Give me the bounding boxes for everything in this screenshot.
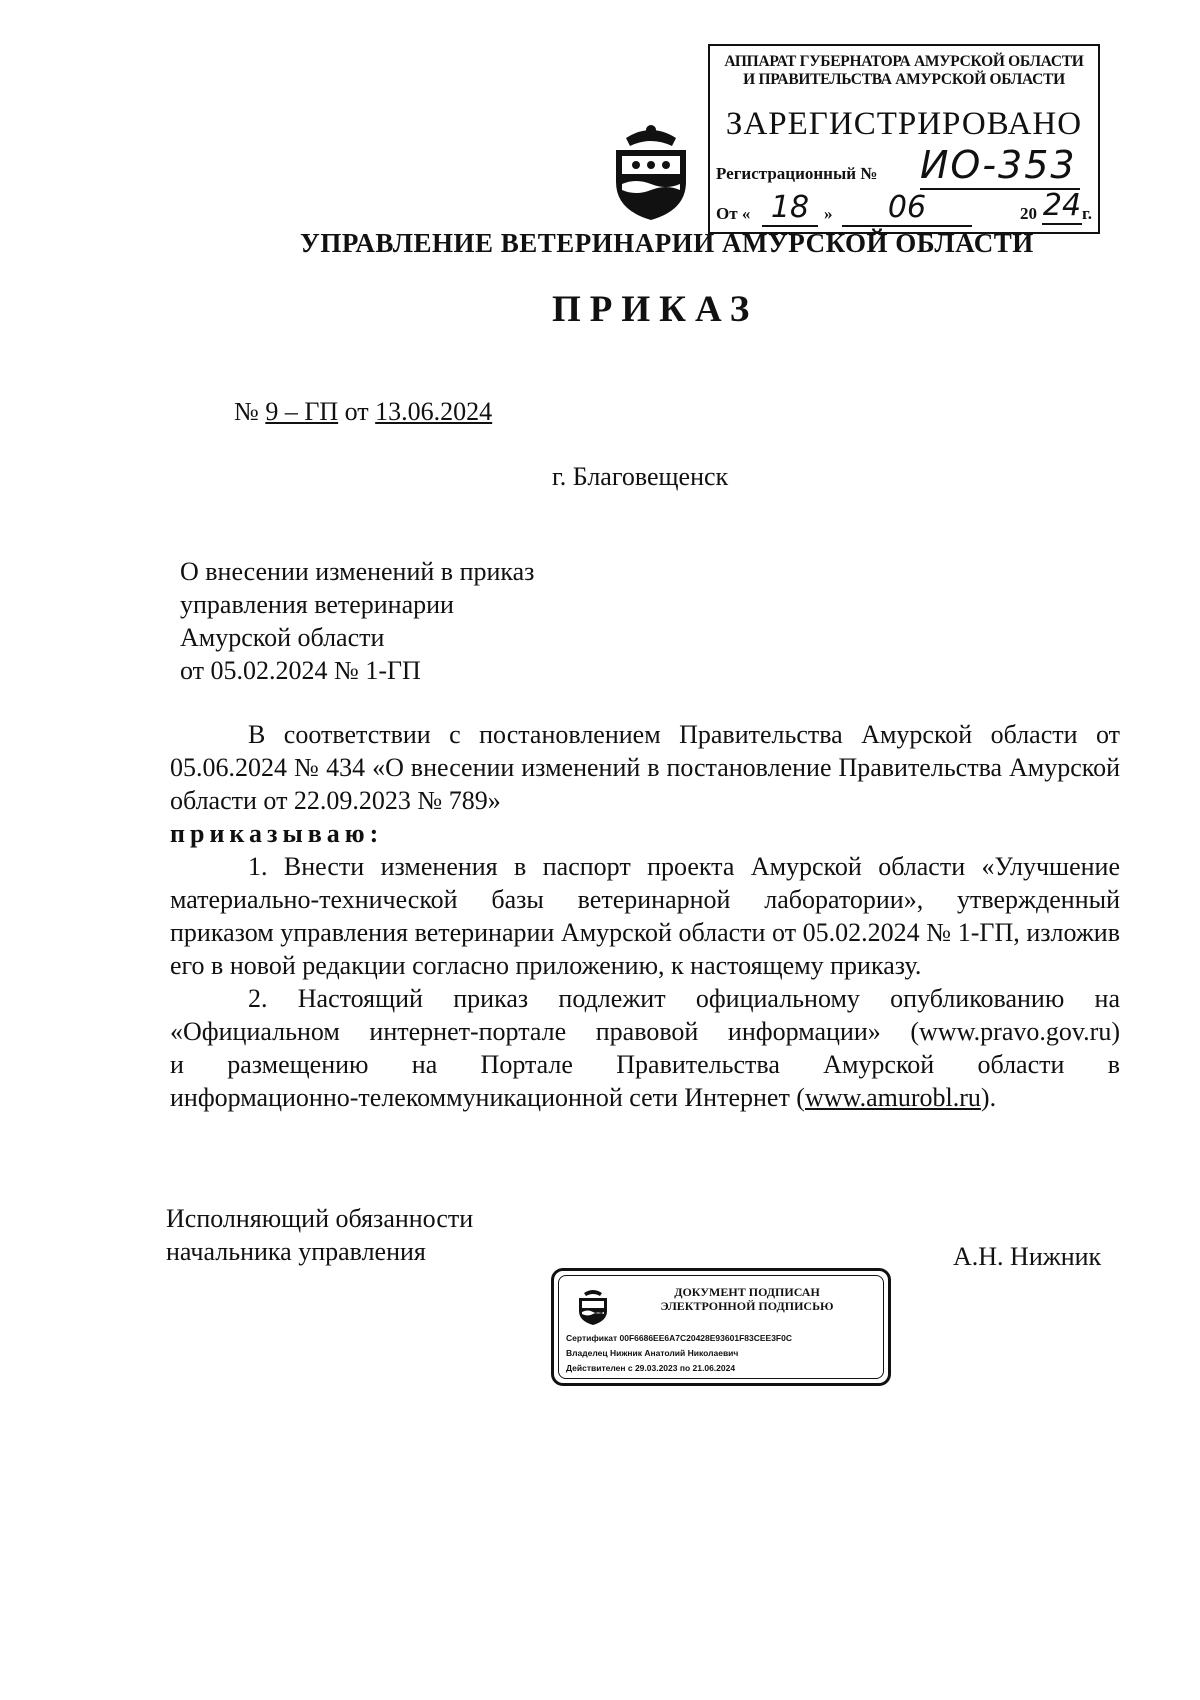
item-2-part-b: и размещению на Портале Правительства Амурской области в bbox=[170, 1050, 1120, 1079]
stamp-reg-number: ИО-353 bbox=[920, 142, 1080, 190]
stamp-org-line2: И ПРАВИТЕЛЬСТВА АМУРСКОЙ ОБЛАСТИ bbox=[743, 71, 1065, 88]
position-line-1: Исполняющий обязанности bbox=[166, 1204, 474, 1233]
document-type: ПРИКАЗ bbox=[552, 289, 759, 330]
city: г. Благовещенск bbox=[552, 462, 729, 491]
item-2-part-c-line bbox=[170, 1081, 1120, 1114]
stamp-year-suffix: 24 bbox=[1042, 188, 1082, 223]
order-number-line bbox=[234, 395, 492, 428]
stamp-year-prefix: 20 bbox=[1020, 204, 1037, 223]
stamp-quote-close: » bbox=[824, 204, 833, 223]
esig-validity: Действителен с 29.03.2023 по 21.06.2024 bbox=[566, 1363, 736, 1373]
registration-stamp bbox=[708, 44, 1100, 234]
order-from-word: от bbox=[344, 397, 369, 426]
subject-line-4: от 05.02.2024 № 1-ГП bbox=[180, 656, 421, 685]
electronic-signature-stamp bbox=[551, 1268, 891, 1386]
signatory-position bbox=[166, 1202, 473, 1268]
subject-line-3: Амурской области bbox=[180, 623, 385, 652]
esig-title-2: ЭЛЕКТРОННОЙ ПОДПИСЬЮ bbox=[660, 1299, 834, 1313]
esig-certificate: Сертификат 00F6686EE6A7C20428E93601F83CEE3F0C bbox=[566, 1333, 792, 1343]
preamble: В соответствии с постановлением Правительства Амурской области от 05.06.2024 № 434 «О внесении изменений в постановление Правительства Амурской области от 22.09.2023 № 789» bbox=[170, 720, 1120, 815]
position-line-2: начальника управления bbox=[166, 1237, 426, 1266]
order-num-label: № bbox=[234, 397, 259, 426]
subject-line-1: О внесении изменений в приказ bbox=[180, 557, 535, 586]
subject-line-2: управления ветеринарии bbox=[180, 590, 454, 619]
item-2-part-c: информационно-телекоммуникационной сети Интернет ( bbox=[170, 1083, 805, 1112]
stamp-reg-label: Регистрационный № bbox=[716, 164, 878, 183]
stamp-year-unit: г. bbox=[1082, 204, 1093, 223]
stamp-title: ЗАРЕГИСТРИРОВАНО bbox=[725, 106, 1083, 142]
signatory-name: А.Н. Нижник bbox=[953, 1242, 1102, 1271]
order-date: 13.06.2024 bbox=[375, 397, 493, 426]
coat-of-arms-icon bbox=[576, 1287, 610, 1325]
subject-block bbox=[180, 555, 534, 687]
coat-of-arms-icon bbox=[606, 120, 696, 222]
decree-word: приказываю: bbox=[170, 819, 384, 848]
stamp-day: 18 bbox=[762, 190, 818, 227]
order-number: 9 – ГП bbox=[265, 397, 339, 426]
stamp-month: 06 bbox=[842, 190, 972, 227]
esig-title-1: ДОКУМЕНТ ПОДПИСАН bbox=[674, 1285, 820, 1299]
amurobl-link[interactable]: www.amurobl.ru bbox=[804, 1083, 981, 1112]
stamp-org-line1: АППАРАТ ГУБЕРНАТОРА АМУРСКОЙ ОБЛАСТИ bbox=[724, 53, 1084, 70]
esig-owner: Владелец Нижник Анатолий Николаевич bbox=[566, 1348, 739, 1358]
item-2-end: ). bbox=[980, 1083, 997, 1112]
organization-title: УПРАВЛЕНИЕ ВЕТЕРИНАРИИ АМУРСКОЙ ОБЛАСТИ bbox=[300, 228, 1034, 258]
document-body bbox=[170, 718, 1120, 1114]
item-2-part-a: 2. Настоящий приказ подлежит официальному опубликованию на «Официальном интернет-портале правовой информации» (www.pravo.gov.ru) bbox=[170, 984, 1120, 1046]
stamp-from-label: От « bbox=[716, 204, 751, 223]
item-1: 1. Внести изменения в паспорт проекта Амурской области «Улучшение материально-технической базы ветеринарной лаборатории», утвержденный приказом управления ветеринарии Амурской области от 05.02.2024 № 1-ГП, изложив его в новой редакции согласно приложению, к настоящему приказу. bbox=[170, 852, 1120, 980]
